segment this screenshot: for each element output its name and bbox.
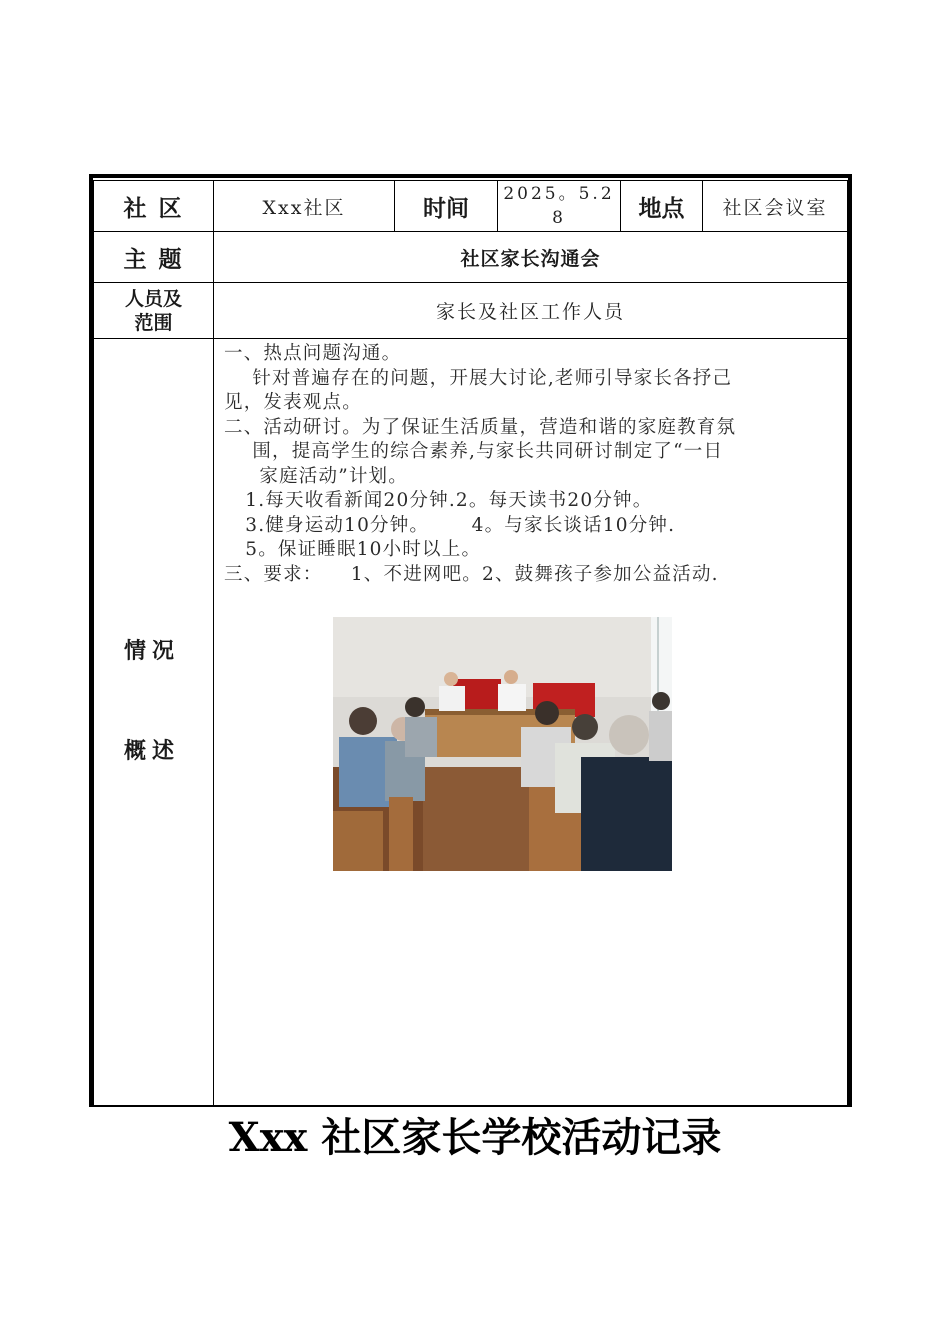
summary-label-2: 概述 xyxy=(124,739,181,764)
summary-label-1: 情况 xyxy=(124,639,181,664)
summary-line: 三、要求： 1、不进网吧。2、鼓舞孩子参加公益活动. xyxy=(224,563,719,585)
participants-label-line2: 范围 xyxy=(134,311,173,334)
summary-line: 1.每天收看新闻20分钟.2。每天读书20分钟。 xyxy=(224,490,653,511)
summary-line: 围，提高学生的综合素养,与家长共同研讨制定了“一日 xyxy=(224,441,724,462)
place-label: 地点 xyxy=(638,195,685,222)
summary-line: 二、活动研讨。为了保证生活质量，营造和谐的家庭教育氛 xyxy=(224,416,737,438)
summary-line: 家庭活动”计划。 xyxy=(224,465,408,487)
place-value: 社区会议室 xyxy=(722,196,828,219)
row-divider xyxy=(93,338,848,339)
summary-line: 一、热点问题沟通。 xyxy=(224,343,402,364)
summary-line: 见，发表观点。 xyxy=(224,392,362,413)
theme-value: 社区家长沟通会 xyxy=(460,247,601,270)
participants-label-line1: 人员及 xyxy=(124,287,182,310)
time-label: 时间 xyxy=(423,195,469,222)
document-title: Xxx 社区家长学校活动记录 xyxy=(228,1114,722,1161)
summary-line: 3.健身运动10分钟。 4。与家长谈话10分钟. xyxy=(224,514,676,536)
summary-line: 针对普遍存在的问题，开展大讨论,老师引导家长各抒己 xyxy=(224,367,733,389)
time-value-line1: 2025。5.2 xyxy=(503,184,615,204)
summary-content xyxy=(224,342,836,587)
time-value-line2: 8 xyxy=(552,208,566,228)
community-value: Xxx社区 xyxy=(262,196,346,219)
participants-value: 家长及社区工作人员 xyxy=(435,301,625,323)
theme-label: 主 题 xyxy=(123,246,184,273)
meeting-photo xyxy=(333,617,672,871)
community-label: 社 区 xyxy=(123,195,184,222)
summary-line: 5。保证睡眠10小时以上。 xyxy=(224,539,482,560)
time-value xyxy=(498,181,620,231)
participants-label xyxy=(94,283,213,338)
